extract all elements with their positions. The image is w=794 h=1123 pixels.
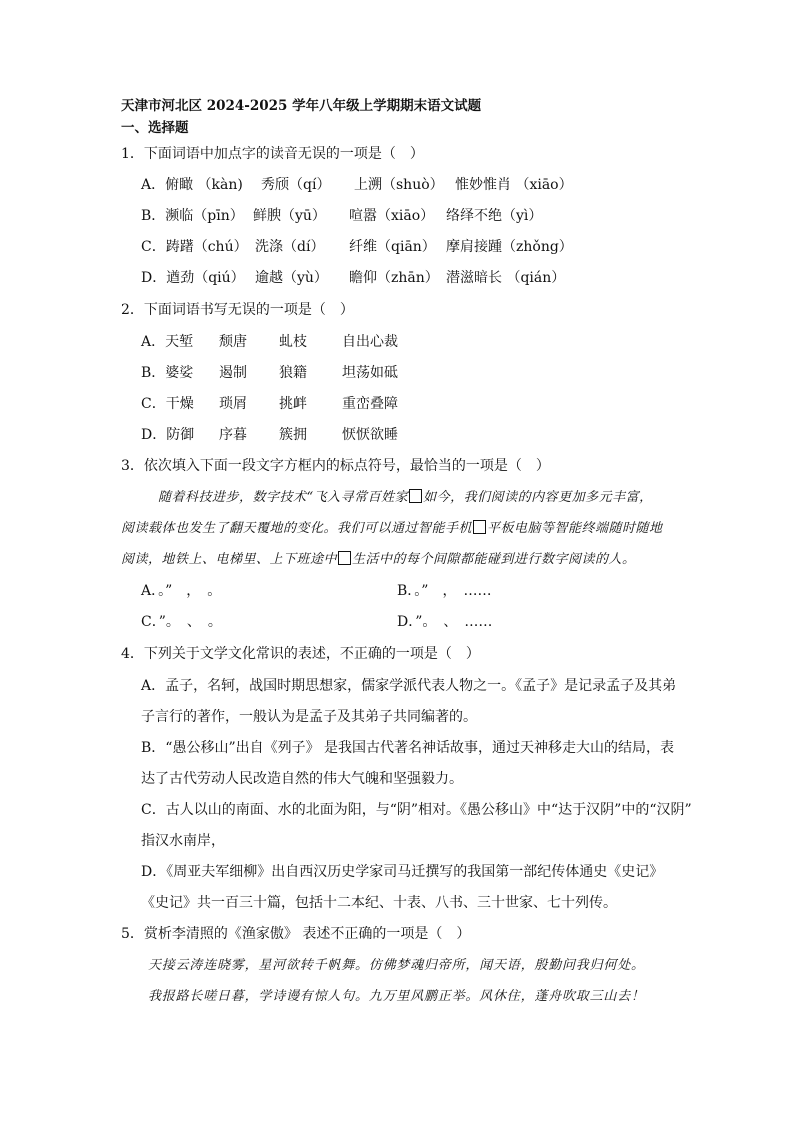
question-4-option-d-line-2: 《史记》共一百三十篇，包括十二本纪、十表、八书、三十世家、七十列传。: [141, 895, 617, 911]
option-text: C．踌躇（chú）: [141, 239, 248, 255]
option-text: 摩肩接踵（zhǒng）: [446, 239, 573, 255]
question-1-stem: 1．下面词语中加点字的读音无误的一项是（ ）: [121, 146, 424, 162]
option-text: D．遒劲（qiú）: [141, 270, 245, 286]
question-3-option-c: C．”。 、 。: [141, 614, 222, 630]
option-text: 瞻仰（zhān）: [349, 270, 439, 286]
option-text: 琐屑: [219, 396, 247, 412]
option-text: 惟妙惟肖 （xiāo）: [455, 177, 573, 193]
option-text: 序暮: [219, 427, 247, 443]
option-text: 上溯（shuò）: [354, 177, 444, 193]
question-5-stem: 5．赏析李清照的《渔家傲》 表述不正确的一项是（ ）: [121, 926, 471, 942]
question-4-option-d-line-1: D．《周亚夫军细柳》出自西汉历史学家司马迁撰写的我国第一部纪传体通史《史记》: [141, 864, 664, 880]
question-3-option-a: A．。” ， 。: [141, 583, 222, 599]
question-4-option-b-line-2: 达了古代劳动人民改造自然的伟大气魄和坚强毅力。: [141, 771, 463, 787]
question-4-option-a-line-2: 子言行的著作，一般认为是孟子及其弟子共同编著的。: [141, 709, 477, 725]
question-2-option-d: [141, 426, 398, 444]
passage-text: 平板电脑等智能终端随时随地: [487, 521, 663, 536]
option-text: B．婆娑: [141, 365, 194, 381]
question-1-option-a: [141, 176, 573, 194]
question-1-option-c: [141, 238, 573, 256]
question-4-stem: 4．下列关于文学文化常识的表述，不正确的一项是（ ）: [121, 646, 480, 662]
option-text: 狼籍: [279, 365, 307, 381]
question-1-option-b: [141, 207, 542, 225]
question-1-option-d: [141, 269, 565, 287]
question-3-option-b: B．。” ， ……: [397, 583, 492, 599]
question-2-option-c: [141, 395, 398, 413]
option-text: 遏制: [219, 365, 247, 381]
option-text: 纤维（qiān）: [349, 239, 436, 255]
option-text: A．天堑: [141, 334, 194, 350]
question-3-option-d: D．”。 、 ……: [397, 614, 493, 630]
poem-line-1: 天接云涛连晓雾，星河欲转千帆舞。仿佛梦魂归帝所，闻天语，殷勤问我归何处。: [148, 958, 645, 973]
exam-title: 天津市河北区 2024-2025 学年八年级上学期期末语文试题: [121, 98, 482, 114]
question-3-stem: 3．依次填入下面一段文字方框内的标点符号，最恰当的一项是（ ）: [121, 458, 550, 474]
option-text: 喧嚣（xiāo）: [349, 208, 435, 224]
blank-box: [409, 489, 422, 503]
question-2-stem: 2．下面词语书写无误的一项是（ ）: [121, 302, 354, 318]
option-text: 鲜腴（yū）: [253, 208, 326, 224]
option-text: 簇拥: [279, 427, 307, 443]
section-heading: 一、选择题: [121, 120, 189, 136]
option-text: 秀颀（qí）: [261, 177, 331, 193]
option-text: 坦荡如砥: [342, 365, 398, 381]
question-3-passage-line-1: [158, 489, 653, 507]
option-text: 恹恹欲睡: [342, 427, 398, 443]
question-4-option-c-line-2: 指汉水南岸，: [141, 833, 225, 849]
option-text: 虬枝: [279, 334, 307, 350]
blank-box: [473, 520, 486, 534]
question-2-option-b: [141, 364, 398, 382]
question-3-passage-line-2: [121, 520, 663, 538]
question-4-option-c-line-1: C．古人以山的南面、水的北面为阳，与“阴”相对。《愚公移山》中“达于汉阴”中的“汉阴”: [141, 802, 692, 818]
option-text: 自出心裁: [342, 334, 398, 350]
option-text: 颓唐: [219, 334, 247, 350]
option-text: B．濒临（pīn）: [141, 208, 244, 224]
option-text: 重峦叠障: [342, 396, 398, 412]
question-2-option-a: [141, 333, 398, 351]
blank-box: [338, 551, 351, 565]
question-4-option-b-line-1: B．“愚公移山”出自《列子》 是我国古代著名神话故事，通过天神移走大山的结局，表: [141, 740, 675, 756]
passage-text: 随着科技进步，数字技术“飞入寻常百姓家: [158, 490, 409, 505]
passage-text: 阅读，地铁上、电梯里、上下班途中: [121, 552, 338, 567]
option-text: 络绎不绝（yì）: [446, 208, 543, 224]
option-text: 洗涤（dí）: [255, 239, 325, 255]
option-text: A．俯瞰 （kàn): [141, 177, 243, 193]
question-4-option-a-line-1: A．孟子，名轲，战国时期思想家，儒家学派代表人物之一。《孟子》是记录孟子及其弟: [141, 678, 677, 694]
option-text: D．防御: [141, 427, 195, 443]
passage-text: 生活中的每个间隙都能碰到进行数字阅读的人。: [352, 552, 636, 567]
option-text: 逾越（yù）: [255, 270, 328, 286]
option-text: C．干燥: [141, 396, 194, 412]
question-3-passage-line-3: [121, 551, 636, 569]
passage-text: 如今，我们阅读的内容更加多元丰富，: [423, 490, 653, 505]
option-text: 潜滋暗长 （qián）: [446, 270, 566, 286]
option-text: 挑衅: [279, 396, 307, 412]
passage-text: 阅读载体也发生了翻天覆地的变化。我们可以通过智能手机: [121, 521, 473, 536]
poem-line-2: 我报路长嗟日暮，学诗谩有惊人句。九万里风鹏正举。风休住，蓬舟吹取三山去！: [148, 989, 645, 1004]
